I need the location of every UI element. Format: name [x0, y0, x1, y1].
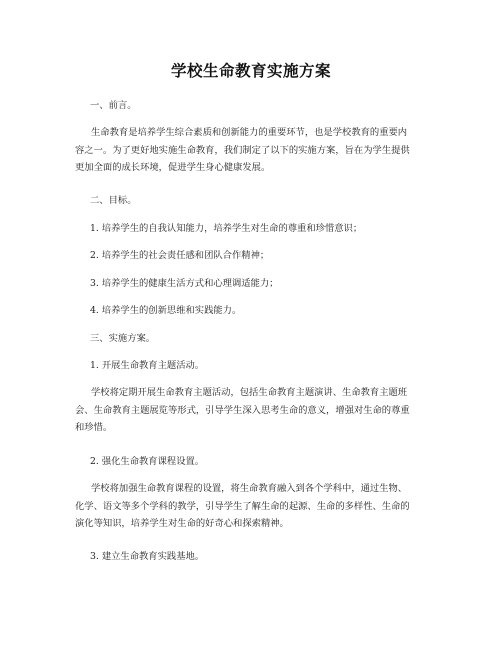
preface-line: 更加全面的成长环境，促进学生身心健康发展。: [75, 162, 271, 173]
plan-item-2-line: 演化等知识，培养学生对生命的好奇心和探索精神。: [75, 518, 289, 529]
document-title: 学校生命教育实施方案: [170, 62, 331, 80]
preface-paragraph: [75, 124, 435, 177]
plan-item-1-paragraph: [75, 384, 435, 437]
plan-item-1-line: 学校将定期开展生命教育主题活动，包括生命教育主题演讲、生命教育主题班: [91, 387, 408, 398]
preface-line: 容之一。为了更好地实施生命教育，我们制定了以下的实施方案，旨在为学生提供: [75, 144, 410, 156]
goal-item-3: 3. 培养学生的健康生活方式和心理调适能力；: [90, 278, 279, 289]
plan-heading: 三、实施方案。: [90, 333, 156, 344]
goal-item-2: 2. 培养学生的社会责任感和团队合作精神；: [90, 250, 270, 261]
goal-item-4: 4. 培养学生的创新思维和实践能力。: [90, 305, 242, 316]
goals-heading: 二、目标。: [90, 195, 137, 206]
plan-item-2-heading: 2. 强化生命教育课程设置。: [90, 456, 205, 467]
plan-item-1-line: 会、生命教育主题展览等形式，引导学生深入思考生命的意义，增强对生命的尊重: [75, 404, 410, 416]
plan-item-3-heading: 3. 建立生命教育实践基地。: [90, 551, 205, 562]
preface-line: 生命教育是培养学生综合素质和创新能力的重要环节，也是学校教育的重要内: [91, 127, 408, 138]
plan-item-1-heading: 1. 开展生命教育主题活动。: [90, 360, 205, 371]
plan-item-2-line: 学校将加强生命教育课程的设置，将生命教育融入到各个学科中，通过生物、: [91, 483, 408, 494]
goal-item-1: 1. 培养学生的自我认知能力，培养学生对生命的尊重和珍惜意识；: [90, 223, 363, 234]
plan-item-2-line: 化学、语文等多个学科的教学，引导学生了解生命的起源、生命的多样性、生命的: [75, 500, 410, 512]
plan-item-1-line: 和珍惜。: [75, 422, 113, 433]
plan-item-2-paragraph: [75, 480, 435, 533]
preface-heading: 一、前言。: [90, 100, 137, 111]
